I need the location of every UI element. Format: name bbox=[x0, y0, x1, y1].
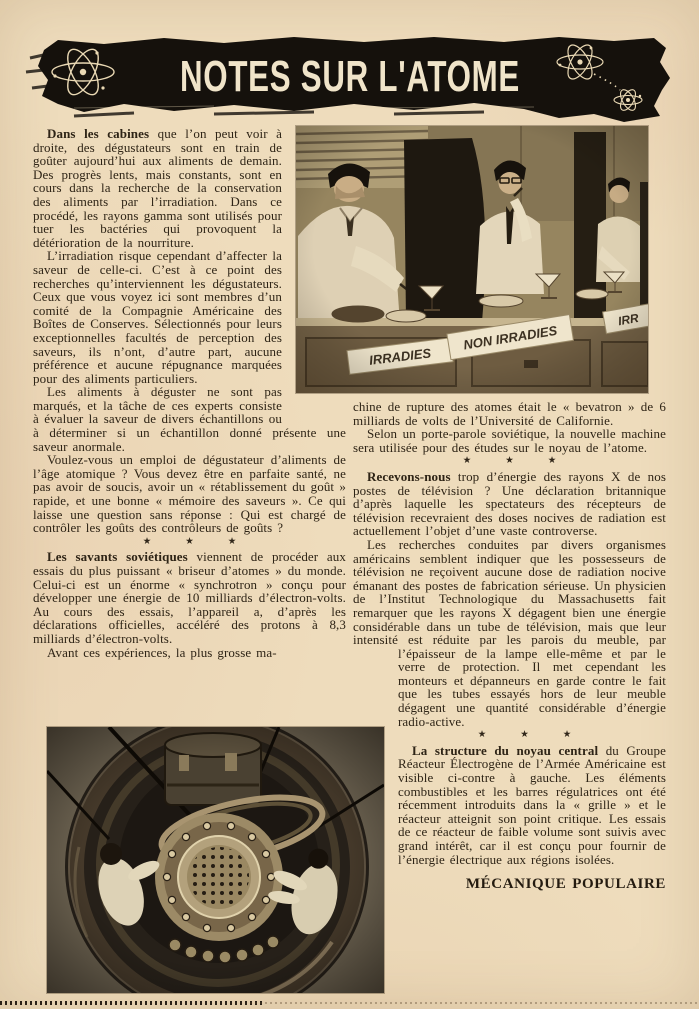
magazine-name: MÉCANIQUE POPULAIRE bbox=[465, 876, 666, 893]
paragraph: Les aliments à déguster ne sont pas marqués, et la tâche de ces experts consiste à évaluer la saveur de divers échantillons ou à déterminer si un échantillon donné présente une saveur anormale. bbox=[33, 384, 346, 454]
paragraph-lead: La structure du noyau central bbox=[412, 742, 599, 758]
paragraph: L’irradiation risque cependant d’affecter la saveur de celle-ci. C’est à ce point des recherches qu’interviennent les dégustateurs. Ceux que vous voyez ici sont membres d’un comité de la Compagnie Américaine des Boîtes de Conserves. Sélectionnés pour leurs exceptionnelles facultés de perception des saveurs, ils n’ont, d’autre part, aucune préférence et aucune répugnance marquées pour des aliments particuliers. bbox=[33, 248, 282, 386]
paragraph-text: Les recherches conduites par divers organismes américains semblent indiquer que les possesseurs de télévision ne reçoivent aucune dose de radiation nocive émanant des postes de fabrication sérieuse. Un physicien de l’Institut Technologique du Massachusetts fait remarquer que les rayons X dégagent bien une énergie considérable dans un tube de télévision, mais que leur intensité est réduite par les parois du meuble, par l’épaisseur de la lampe elle- bbox=[353, 536, 666, 661]
paragraph-lead: Recevons-nous bbox=[367, 468, 451, 484]
paragraph: Avant ces expériences, la plus grosse ma- bbox=[47, 644, 277, 660]
paragraph-lead: Les savants soviétiques bbox=[47, 549, 188, 565]
paragraph-text: trop d’énergie des rayons X de nos postes de télévision ? Une déclaration britannique d’après laquelle les spectateurs des récepteurs de télévision recevraient des doses nocives de radiation est actuellement l’objet d’une vaste controverse. bbox=[353, 468, 666, 539]
tasting-booths-photo bbox=[296, 126, 648, 393]
paragraph-text: même et par le verre de protection. Il met cependant les monteurs et dépanneurs en garde contre le fait que les tubes essayés hors de leur meuble dégagent une quantité considérable d’énergie radio-active. bbox=[398, 645, 667, 729]
paragraph: chine de rupture des atomes était le « bevatron » de 6 milliards de volts de l’Université de Californie. bbox=[353, 399, 666, 428]
star-separator: ★ ★ ★ bbox=[477, 730, 587, 741]
perforation-dots bbox=[0, 1001, 262, 1005]
page-title: NOTES SUR L'ATOME bbox=[180, 52, 520, 101]
star-separator: ★ ★ ★ bbox=[142, 536, 252, 547]
paragraph bbox=[353, 470, 666, 538]
star-separator: ★ ★ ★ bbox=[462, 456, 572, 467]
paragraph: Voulez-vous un emploi de dégustateur d’aliments de l’âge atomique ? Vous devez être en parfaite santé, ne pas avoir de soucis, avoir un « rétablissement du goût » rapide, et une bonne « mémoire des saveurs ». Ce qui laisse une question sans réponse : Qui est chargé de contrôler les goûts des contrôleurs de goûts ? bbox=[33, 452, 346, 536]
perforation-dots-faint bbox=[250, 1002, 699, 1004]
paragraph-lead: Dans les cabines bbox=[47, 126, 150, 141]
title-banner bbox=[14, 28, 686, 132]
paragraph-text: viennent de procéder aux essais du plus puissant « briseur d’atomes » du monde. Celui-ci est un énorme « synchrotron » conçu pour développer une énergie de 10 milliards d’électron-volts. Au cours des essais, l’appareil a, d’après les déclarations officielles, accéléré des protons à 8,3 milliards d’électron-volts. bbox=[33, 549, 346, 646]
paragraph bbox=[33, 550, 346, 645]
paragraph: Selon un porte-parole soviétique, la nouvelle machine sera utilisée pour des études sur le noyau de l’atome. bbox=[353, 426, 666, 455]
paragraph bbox=[353, 538, 666, 728]
paragraph bbox=[353, 744, 666, 866]
reactor-core-photo bbox=[47, 727, 384, 993]
paragraph-text: que l’on peut voir à droite, des dégustateurs sont en train de goûter aujourd’hui aux aliments de demain. Des progrès lents, mais constants, sont en cours dans la recherche de la conservation des aliments par l’irradiation. Dans ce procédé, les rayons gamma sont utilisés pour tuer les bactéries qui provoquent la détérioration de la nourriture. bbox=[33, 126, 283, 250]
paragraph-text: du Groupe Réacteur Électrogène de l’Armée Américaine est visible ci-contre à gauche. Les éléments combustibles et les barres régulatrices ont été récemment introduits dans la « grille » et le réacteur atteignit son point critique. Les essais de ce réacteur de faible volume sont suivis avec grand intérêt, car il est conçu pour fournir de l’énergie électrique aux régions isolées. bbox=[398, 742, 666, 867]
